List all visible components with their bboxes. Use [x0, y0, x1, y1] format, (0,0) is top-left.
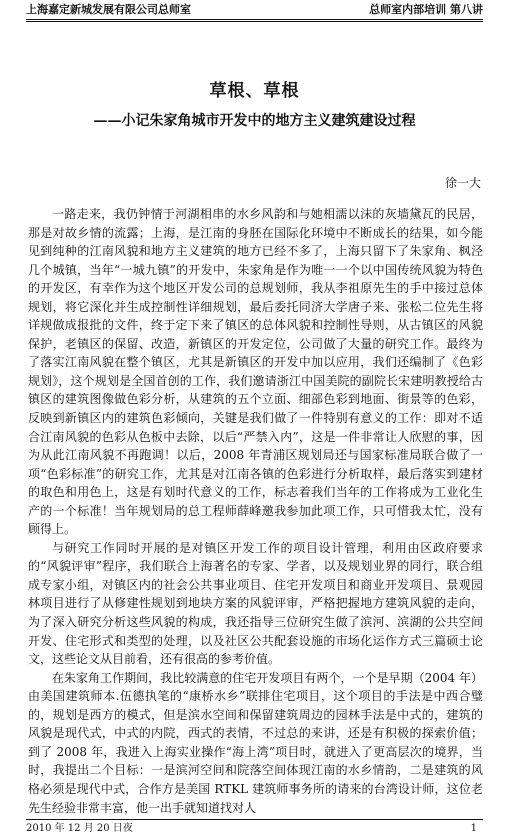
paragraph-1: 一路走来，我仍钟情于河湖相串的水乡风韵和与她相濡以沫的灰墙黛瓦的民居，那是对故乡情的流露；上海，是江南的身胚在国际化环境中不断成长的结果，如今能见到纯种的江南风貌和地方主义建筑的地方已经不多了，上海只留下了朱家角、枫泾几个城镇，当年“一城九镇”的开发中，朱家角是作为唯一一个以中国传统风貌为特色的开发区，有幸作为这个地区开发公司的总规划师，我从李祖原先生的手中接过总体规划，将它深化并生成控制性详细规划，最后委托同济大学唐子来、张松二位先生将详规做成报批的文件，终于定下来了镇区的总体风貌和控制性导则，从古镇区的风貌保护，老镇区的保留、改造，新镇区的开发定位，公司做了大量的研究工作。最终为了落实江南风貌在整个镇区，尤其是新镇区的开发中加以应用，我们还编制了《色彩规划》，这个规划是全国首创的工作，我们邀请浙江中国美院的副院长宋建明教授给古镇区的建筑图像做色彩分析，从建筑的五个立面、细部色彩到地面、街景等的色彩，反映到新镇区内的建筑色彩倾向，关键是我们做了一件特别有意义的工作：即对不适合江南风貌的色彩从色板中去除，以后“严禁入内”，这是一件非常让人欣慰的事，因为从此江南风貌不再跑调！以后，2008 年青浦区规划局还与国家标准局联合做了一项“色彩标准”的研究工作，尤其是对江南各镇的色彩进行分析取样，最后落实到建材的取色和用色上，这是有划时代意义的工作，标志着我们当年的工作将成为工业化生产的一个标准！当年规划局的总工程师薛峰邀我参加此项工作，只可惜我太忙，没有顾得上。: [28, 207, 483, 537]
paragraph-3: 在朱家角工作期间，我比较满意的住宅开发项目有两个，一个是早期（2004 年）由美国建筑师本.伍德执笔的“康桥水乡”联排住宅项目，这个项目的手法是中西合璧的，规划是西方的模式，但是滨水空间和保留建筑周边的园林手法是中式的，建筑的风貌是现代式，中式的内院，西式的表情，不过总的来讲，还是有积极的探索价值；到了 2008 年，我进入上海实业操作“海上湾”项目时，就进入了更高层次的境界，当时，我提出二个目标：一是滨河空间和院落空间体现江南的水乡情韵，二是建筑的风格必须是现代中式，合作方是美国 RTKL 建筑师事务所的请来的台湾设计师，这位老先生经验非常丰富，他一出手就知道找对人: [28, 670, 483, 815]
article-body: [28, 205, 483, 817]
paragraph-2: 与研究工作同时开展的是对镇区开发工作的项目设计管理，利用由区政府要求的“风貌评审”程序，我们联合上海著名的专家、学者，以及规划业界的同行，联合组成专家小组，对镇区内的社会公共事业项目、住宅开发项目和商业开发项目、景观园林项目进行了从修建性规划到地块方案的风貌评审，严格把握地方建筑风貌的走向，为了深入研究分析这些风貌的构成，我还指导三位研究生做了滨河、滨湖的公共空间开发、住宅形式和类型的处理，以及社区公共配套设施的市场化运作方式三篇硕士论文，这些论文从目前看，还有很高的参考价值。: [28, 540, 483, 667]
header-organization: 上海嘉定新城发展有限公司总师室: [26, 3, 191, 16]
author-name: 徐一大: [444, 176, 481, 190]
document-subtitle: ——小记朱家角城市开发中的地方主义建筑建设过程: [93, 113, 416, 129]
footer-divider: [26, 819, 483, 820]
header-divider: [26, 19, 483, 22]
page-header: [26, 2, 483, 18]
page-number: 1: [470, 823, 477, 834]
footer-date: 2010 年 12 月 20 日夜: [26, 823, 133, 834]
page-footer: [26, 822, 483, 836]
document-title: 草根、草根: [209, 81, 300, 101]
header-lecture-info: 总师室内部培训 第八讲: [369, 3, 483, 16]
